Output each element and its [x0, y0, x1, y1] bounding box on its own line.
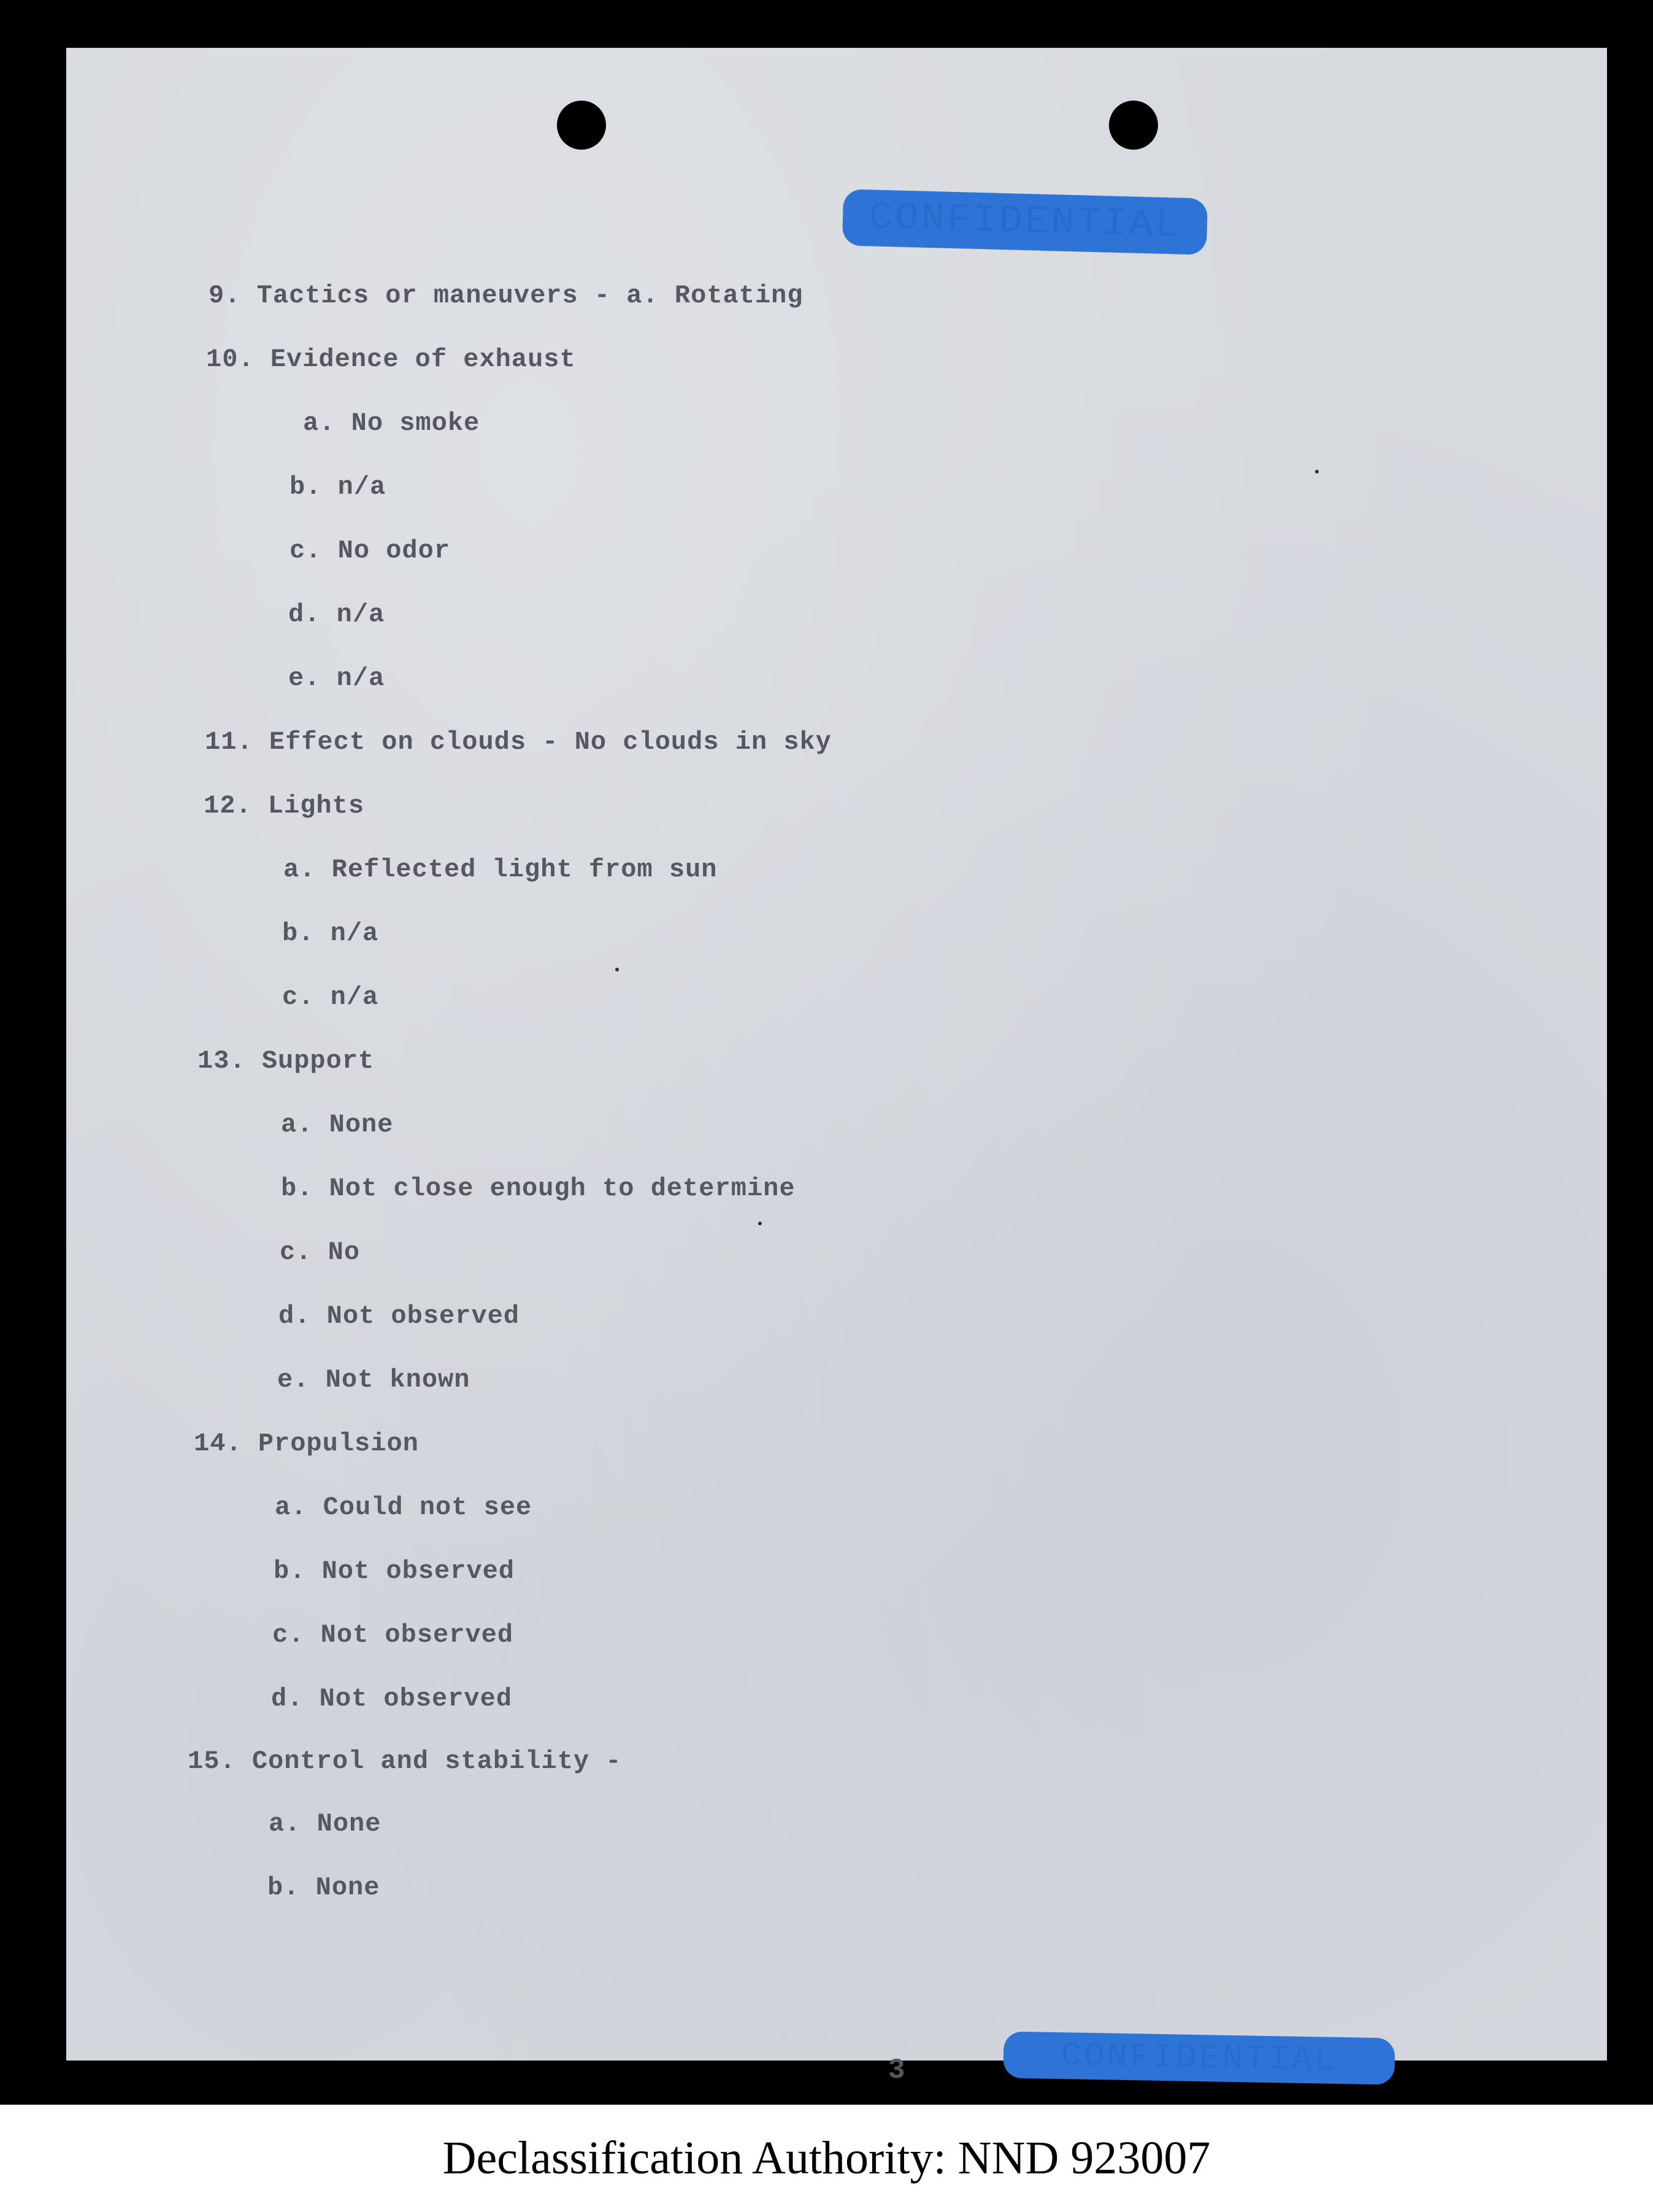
- stamp-text-top: CONFIDENTIAL: [868, 196, 1182, 248]
- form-line-12c: c. n/a: [282, 982, 379, 1012]
- form-line-10e: e. n/a: [288, 664, 385, 693]
- paper-speck: [615, 968, 619, 971]
- form-line-15a: a. None: [269, 1809, 382, 1839]
- form-line-15b: b. None: [267, 1873, 380, 1902]
- form-line-15: 15. Control and stability -: [188, 1747, 622, 1776]
- form-line-14d: d. Not observed: [271, 1684, 513, 1713]
- paper-speck: [1315, 470, 1319, 473]
- form-line-12b: b. n/a: [282, 919, 379, 948]
- form-line-10b: b. n/a: [290, 472, 386, 502]
- form-line-13b: b. Not close enough to determine: [281, 1174, 796, 1203]
- punch-hole-right: [1109, 101, 1158, 150]
- page-number: 3: [888, 2054, 905, 2086]
- form-line-12a: a. Reflected light from sun: [283, 855, 718, 884]
- declassification-caption: Declassification Authority: NND 923007: [442, 2132, 1211, 2184]
- form-line-13a: a. None: [281, 1110, 394, 1139]
- form-line-10: 10. Evidence of exhaust: [206, 345, 576, 374]
- redaction-marker-bottom: [1003, 2031, 1395, 2084]
- form-line-14b: b. Not observed: [274, 1556, 515, 1586]
- form-line-14a: a. Could not see: [275, 1493, 532, 1522]
- form-line-10d: d. n/a: [288, 600, 385, 629]
- form-line-11: 11. Effect on clouds - No clouds in sky: [205, 727, 832, 757]
- form-line-12: 12. Lights: [204, 791, 365, 821]
- form-line-13d: d. Not observed: [278, 1301, 520, 1331]
- form-line-13e: e. Not known: [277, 1365, 470, 1395]
- form-line-13: 13. Support: [198, 1046, 375, 1076]
- form-line-14c: c. Not observed: [272, 1620, 514, 1650]
- document-page: [66, 48, 1607, 2086]
- form-line-9: 9. Tactics or maneuvers - a. Rotating: [209, 281, 803, 310]
- punch-hole-left: [557, 101, 606, 150]
- form-line-10c: c. No odor: [290, 536, 451, 565]
- form-line-13c: c. No: [280, 1238, 361, 1267]
- redaction-marker-top: [842, 189, 1208, 255]
- paper-speck: [758, 1222, 762, 1225]
- form-line-14: 14. Propulsion: [194, 1429, 419, 1458]
- form-line-10a: a. No smoke: [303, 408, 480, 438]
- stamp-text-bottom: CONFIDENTIAL: [1060, 2036, 1338, 2080]
